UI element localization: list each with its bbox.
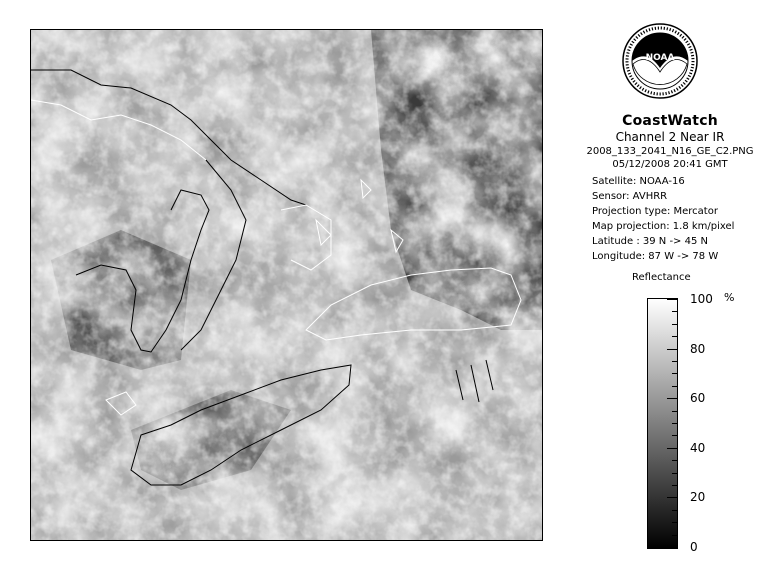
latitude: Latitude : 39 N -> 45 N [592, 236, 708, 247]
colorbar-tick-label: 60 [690, 391, 706, 406]
noaa-logo [621, 16, 699, 110]
filename: 2008_133_2041_N16_GE_C2.PNG [586, 146, 754, 157]
cloud-speckle [31, 30, 543, 541]
colorbar-minor-tick [672, 473, 677, 474]
datetime: 05/12/2008 20:41 GMT [612, 159, 728, 170]
colorbar-major-tick [667, 448, 677, 449]
colorbar-minor-tick [672, 423, 677, 424]
colorbar-major-tick [667, 398, 677, 399]
longitude: Longitude: 87 W -> 78 W [592, 251, 719, 262]
map-projection: Map projection: 1.8 km/pixel [592, 221, 735, 232]
colorbar-minor-tick [672, 485, 677, 486]
colorbar-minor-tick [672, 435, 677, 436]
logo-text: NOAA [645, 53, 675, 63]
colorbar-minor-tick [672, 411, 677, 412]
colorbar-minor-tick [672, 336, 677, 337]
colorbar-major-tick [667, 299, 677, 300]
colorbar-minor-tick [672, 324, 677, 325]
colorbar-minor-tick [672, 373, 677, 374]
colorbar-tick-label: 100 [690, 292, 713, 306]
sensor: Sensor: AVHRR [592, 191, 668, 202]
colorbar-major-tick [667, 349, 677, 350]
colorbar-minor-tick [672, 361, 677, 362]
scale-title: Reflectance [632, 272, 691, 283]
colorbar-major-tick [667, 497, 677, 498]
info-panel [565, 113, 775, 264]
channel-title: Channel 2 Near IR [615, 130, 725, 144]
colorbar-tick-label: 80 [690, 341, 706, 356]
metadata-list [592, 174, 775, 264]
colorbar-minor-tick [672, 522, 677, 523]
colorbar-minor-tick [672, 311, 677, 312]
colorbar-minor-tick [672, 460, 677, 461]
colorbar-major-tick [667, 547, 677, 548]
satellite-image [30, 29, 543, 541]
colorbar-tick-label: 40 [690, 440, 706, 455]
colorbar-tick-label: 0 [690, 540, 698, 554]
brand-title: CoastWatch [622, 113, 718, 129]
colorbar-minor-tick [672, 510, 677, 511]
scale-unit: % [724, 291, 735, 304]
colorbar-tick-label: 20 [690, 490, 706, 505]
satellite: Satellite: NOAA-16 [592, 176, 685, 187]
colorbar-minor-tick [672, 386, 677, 387]
satellite-image-canvas [31, 30, 543, 541]
projection-type: Projection type: Mercator [592, 206, 718, 217]
colorbar-minor-tick [672, 535, 677, 536]
